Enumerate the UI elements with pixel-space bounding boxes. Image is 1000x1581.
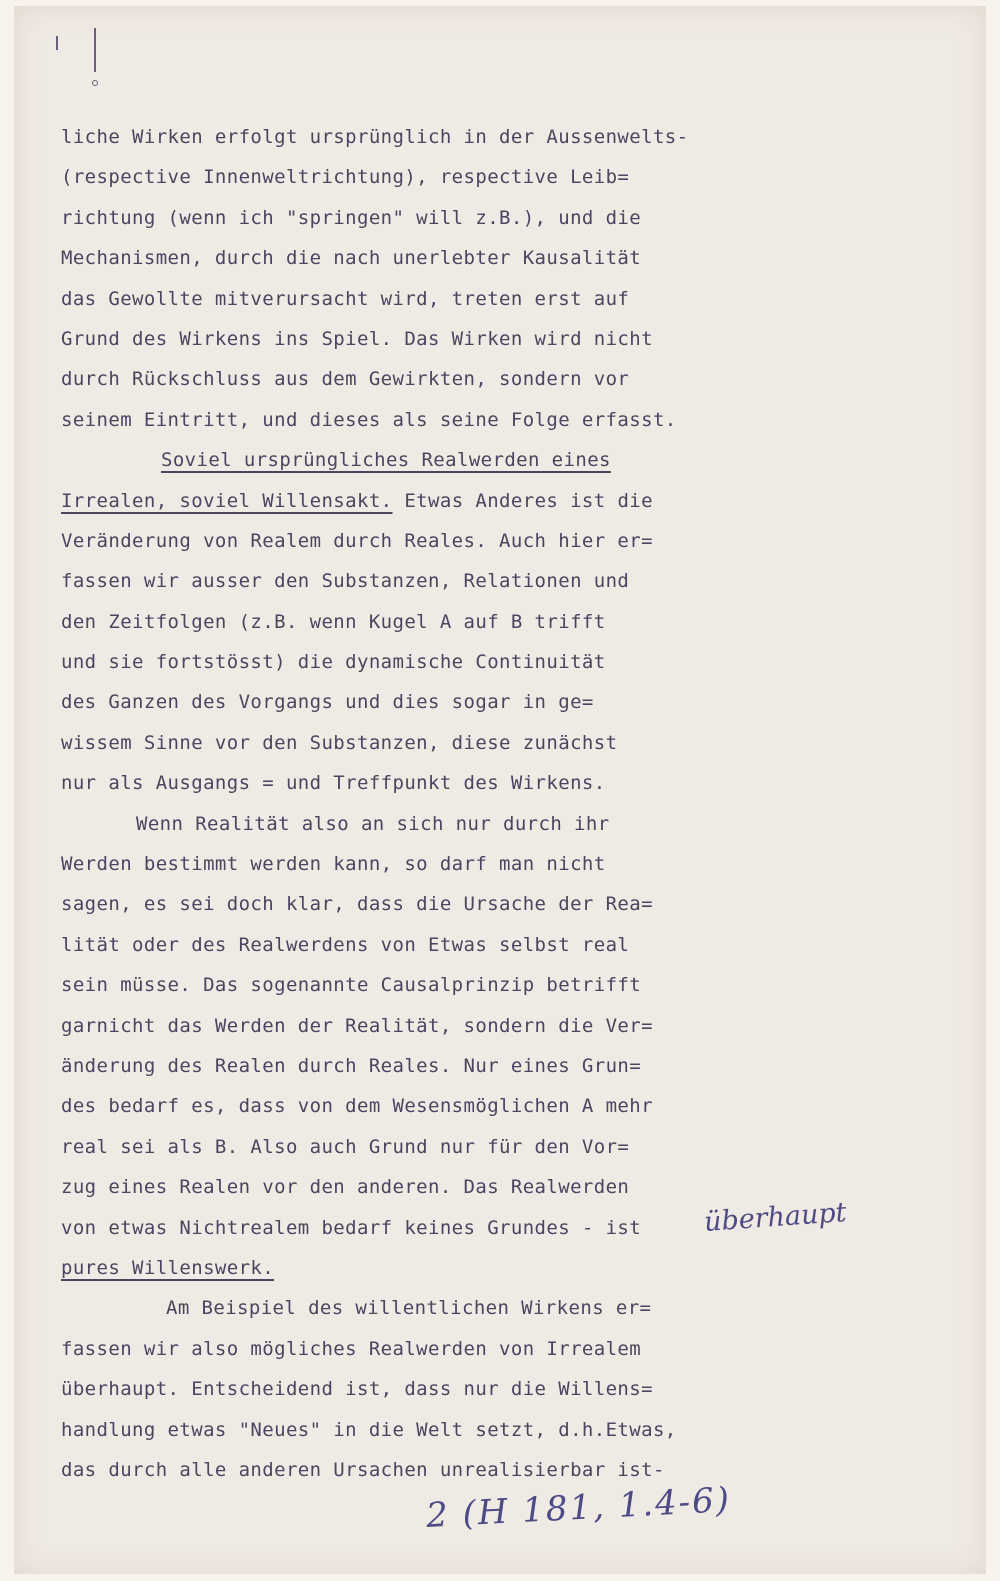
- text-line: Wenn Realität also an sich nur durch ihr: [136, 812, 610, 835]
- text-line: des bedarf es, dass von dem Wesensmöglichen A mehr: [61, 1095, 653, 1118]
- text-line: überhaupt. Entscheidend ist, dass nur die Willens=: [61, 1378, 653, 1401]
- text-line: durch Rückschluss aus dem Gewirkten, sondern vor: [61, 368, 630, 391]
- text-line: fassen wir also mögliches Realwerden von Irrealem: [61, 1337, 642, 1360]
- text-line: das Gewollte mitverursacht wird, treten erst auf: [61, 287, 630, 310]
- text-line: (respective Innenweltrichtung), respective Leib=: [61, 166, 630, 189]
- text-line: Veränderung von Realem durch Reales. Auch hier er=: [61, 529, 653, 552]
- text-line: Werden bestimmt werden kann, so darf man nicht: [61, 853, 606, 876]
- text-line: und sie fortstösst) die dynamische Continuität: [61, 651, 606, 674]
- text-fragment: Etwas Anderes ist die: [392, 489, 653, 512]
- corner-pencil-marks: [50, 24, 100, 84]
- text-line: seinem Eintritt, und dieses als seine Folge erfasst.: [61, 408, 677, 431]
- text-line: richtung (wenn ich "springen" will z.B.), und die: [61, 206, 642, 229]
- text-line: änderung des Realen durch Reales. Nur eines Grun=: [61, 1054, 642, 1077]
- text-line: lität oder des Realwerdens von Etwas selbst real: [61, 933, 630, 956]
- text-line: sein müsse. Das sogenannte Causalprinzip betrifft: [61, 974, 642, 997]
- text-line: sagen, es sei doch klar, dass die Ursache der Rea=: [61, 893, 653, 916]
- text-line: des Ganzen des Vorgangs und dies sogar in ge=: [61, 691, 594, 714]
- text-line: nur als Ausgangs = und Treffpunkt des Wirkens.: [61, 772, 606, 795]
- text-line: Grund des Wirkens ins Spiel. Das Wirken wird nicht: [61, 327, 653, 350]
- text-line: Mechanismen, durch die nach unerlebter Kausalität: [61, 247, 642, 270]
- text-line: real sei als B. Also auch Grund nur für den Vor=: [61, 1135, 630, 1158]
- text-line: handlung etwas "Neues" in die Welt setzt, d.h.Etwas,: [61, 1418, 677, 1441]
- text-line: den Zeitfolgen (z.B. wenn Kugel A auf B trifft: [61, 610, 606, 633]
- document-page: [14, 6, 986, 1574]
- handwritten-margin-note: überhaupt: [703, 1197, 848, 1238]
- handwritten-page-reference: 2 (H 181, 1.4-6): [425, 1480, 732, 1536]
- underlined-phrase: Soviel ursprüngliches Realwerden eines: [161, 449, 611, 472]
- text-line: [61, 1248, 821, 1288]
- text-line: von etwas Nichtrealem bedarf keines Grundes - ist: [61, 1216, 642, 1239]
- text-line: garnicht das Werden der Realität, sondern die Ver=: [61, 1014, 653, 1037]
- text-line: wissem Sinne vor den Substanzen, diese zunächst: [61, 731, 618, 754]
- text-line: das durch alle anderen Ursachen unrealisierbar ist-: [61, 1458, 665, 1481]
- text-line: [61, 440, 821, 480]
- underlined-phrase: Irrealen, soviel Willensakt.: [61, 489, 393, 512]
- text-line: liche Wirken erfolgt ursprünglich in der Aussenwelts-: [61, 126, 689, 148]
- text-line: zug eines Realen vor den anderen. Das Realwerden: [61, 1176, 630, 1199]
- text-line: [61, 481, 821, 521]
- text-line: fassen wir ausser den Substanzen, Relationen und: [61, 570, 630, 593]
- text-line: Am Beispiel des willentlichen Wirkens er=: [166, 1297, 652, 1320]
- underlined-phrase: pures Willenswerk.: [61, 1256, 275, 1279]
- typewritten-text: [61, 117, 821, 1490]
